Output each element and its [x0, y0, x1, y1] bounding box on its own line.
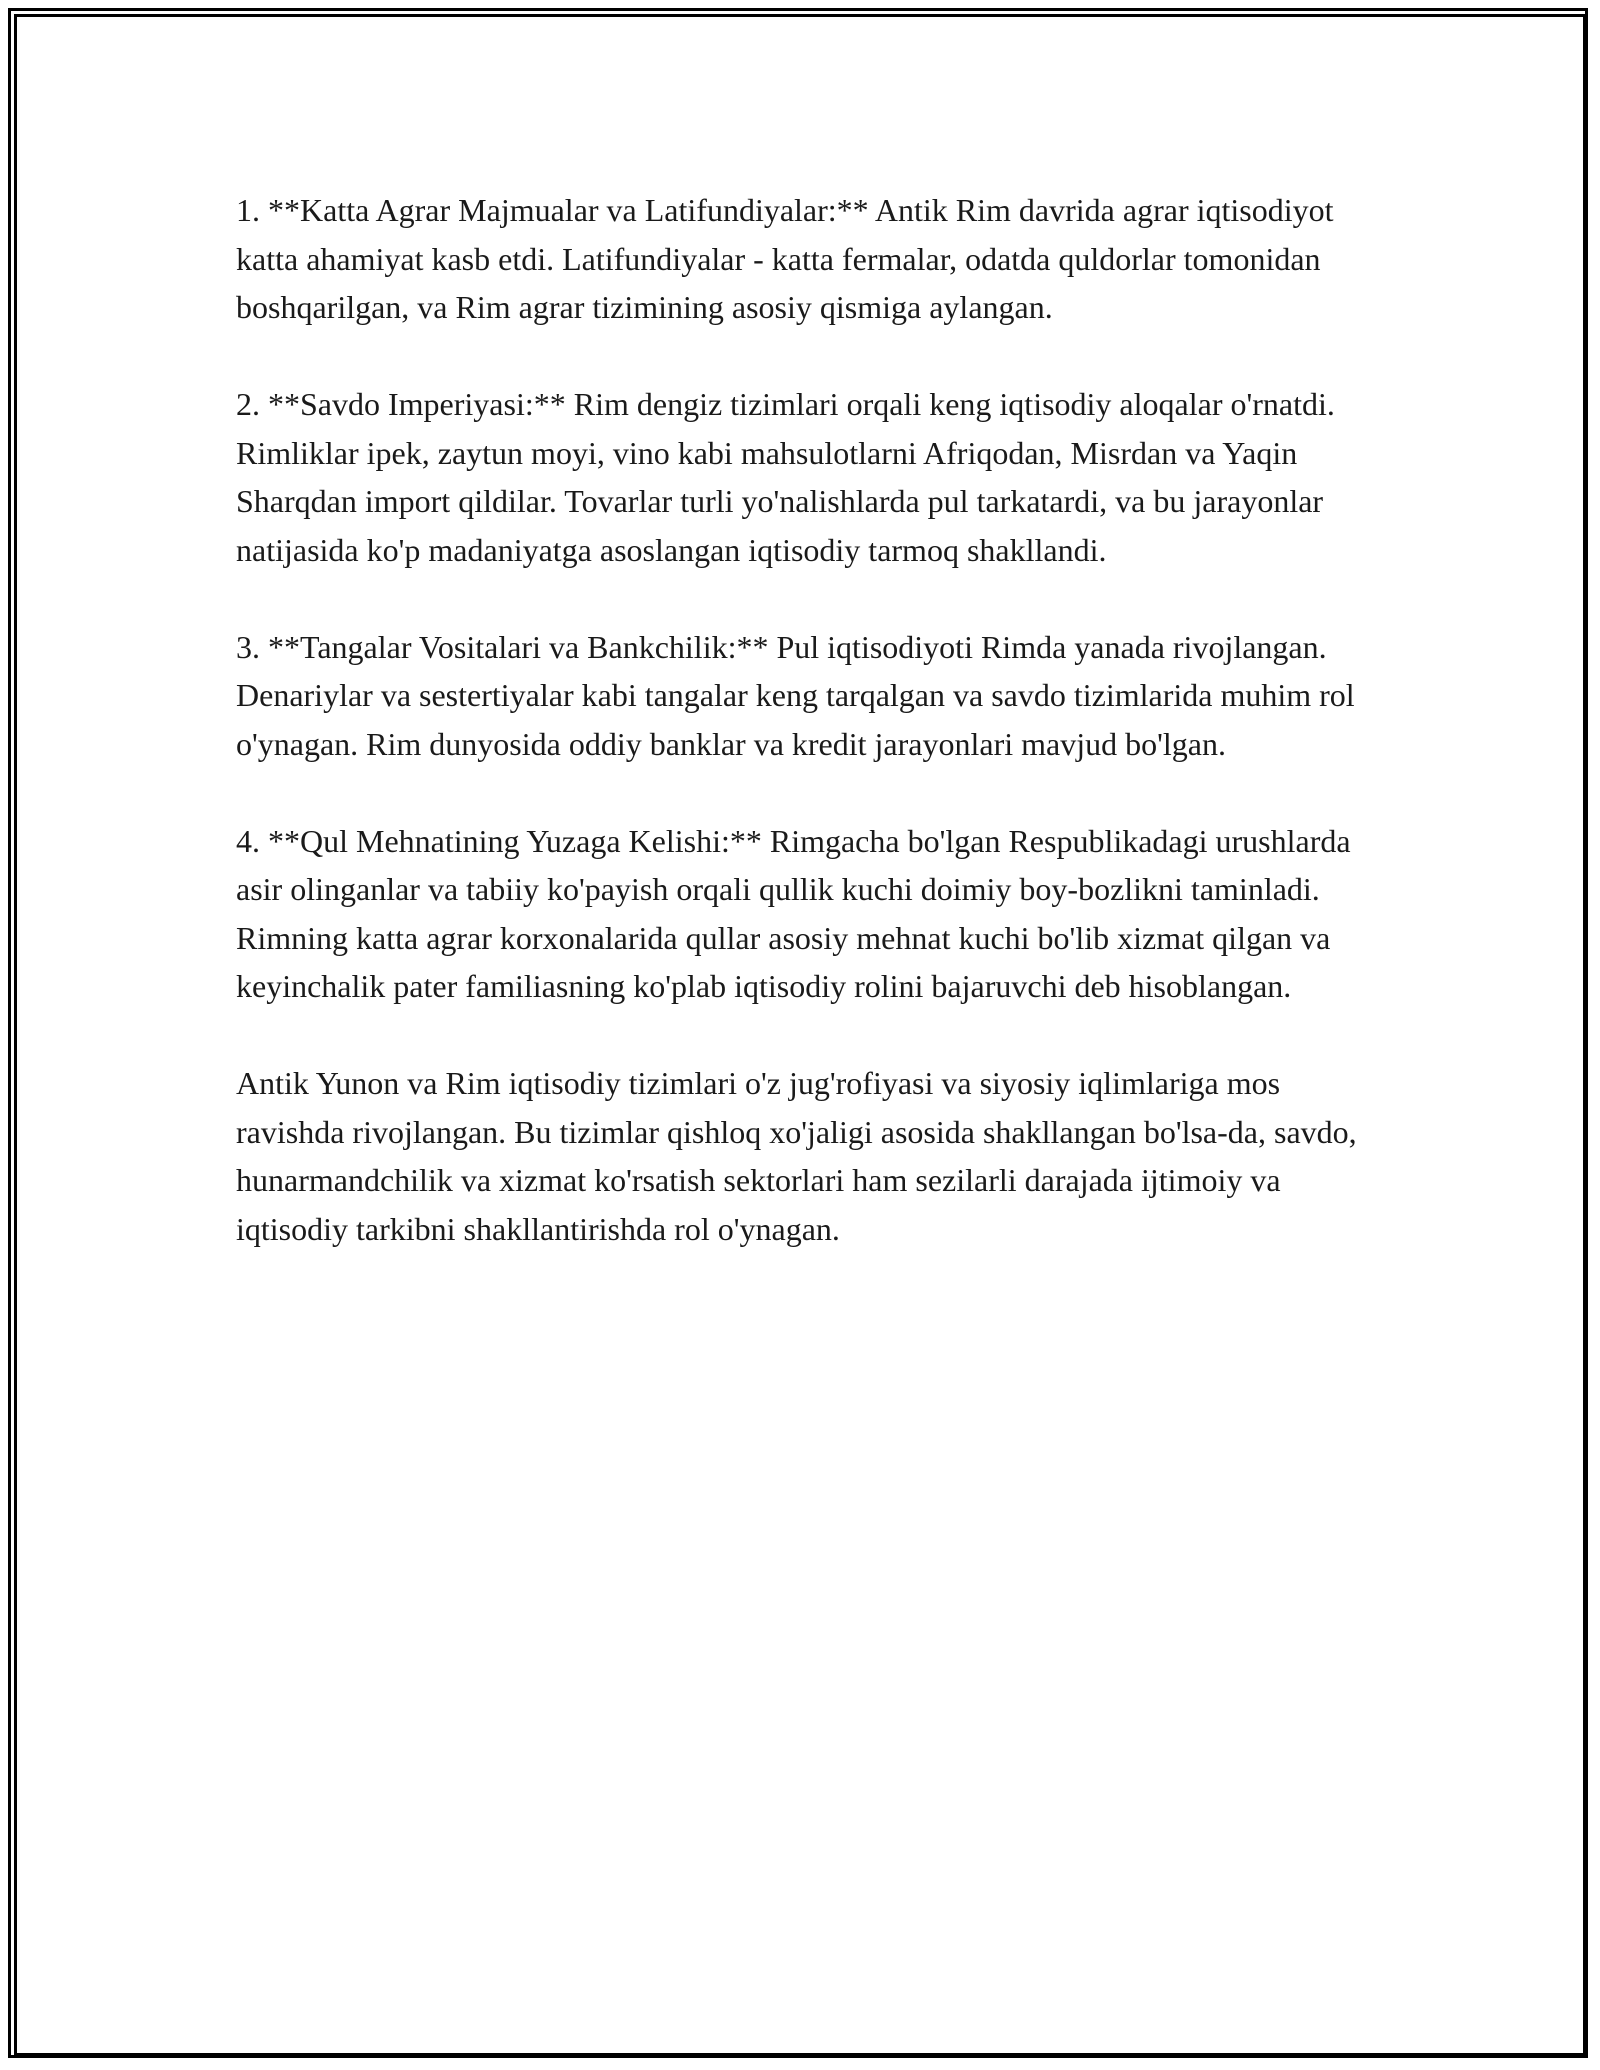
- paragraph-coins-banking: 3. **Tangalar Vositalari va Bankchilik:** Pul iqtisodiyoti Rimda yanada rivojlangan. Denariylar va sestertiyalar kabi tangalar keng tarqalgan va savdo tizimlarida muhim rol o'ynagan. Rim dunyosida oddiy banklar va kredit jarayonlari mavjud bo'lgan.: [236, 628, 1355, 762]
- paragraph-latifundia: 1. **Katta Agrar Majmualar va Latifundiyalar:** Antik Rim davrida agrar iqtisodiyot katta ahamiyat kasb etdi. Latifundiyalar - katta fermalar, odatda quldorlar tomonidan boshqarilgan, va Rim agrar tizimining asosiy qismiga aylangan.: [236, 192, 1334, 325]
- paragraph-conclusion: Antik Yunon va Rim iqtisodiy tizimlari o'z jug'rofiyasi va siyosiy iqlimlariga mos ravishda rivojlangan. Bu tizimlar qishloq xo'jaligi asosida shakllangan bo'lsa-da, savdo, hunarmandchilik va xizmat ko'rsatish sektorlari ham sezilarli darajada ijtimoiy va iqtisodiy tarkibni shakllantirishda rol o'ynagan.: [236, 1065, 1357, 1247]
- paragraph-slave-labor: 4. **Qul Mehnatining Yuzaga Kelishi:** Rimgacha bo'lgan Respublikadagi urushlarda asir olinganlar va tabiiy ko'payish orqali qullik kuchi doimiy boy-bozlikni taminladi. Rimning katta agrar korxonalarida qullar asosiy mehnat kuchi bo'lib xizmat qilgan va keyinchalik pater familiasning ko'plab iqtisodiy rolini bajaruvchi deb hisoblangan.: [236, 822, 1351, 1004]
- document-body: [236, 186, 1386, 1253]
- paragraph-trade-empire: 2. **Savdo Imperiyasi:** Rim dengiz tizimlari orqali keng iqtisodiy aloqalar o'rnatdi. Rimliklar ipek, zaytun moyi, vino kabi mahsulotlarni Afriqodan, Misrdan va Yaqin Sharqdan import qildilar. Tovarlar turli yo'nalishlarda pul tarkatardi, va bu jarayonlar natijasida ko'p madaniyatga asoslangan iqtisodiy tarmoq shakllandi.: [236, 386, 1335, 568]
